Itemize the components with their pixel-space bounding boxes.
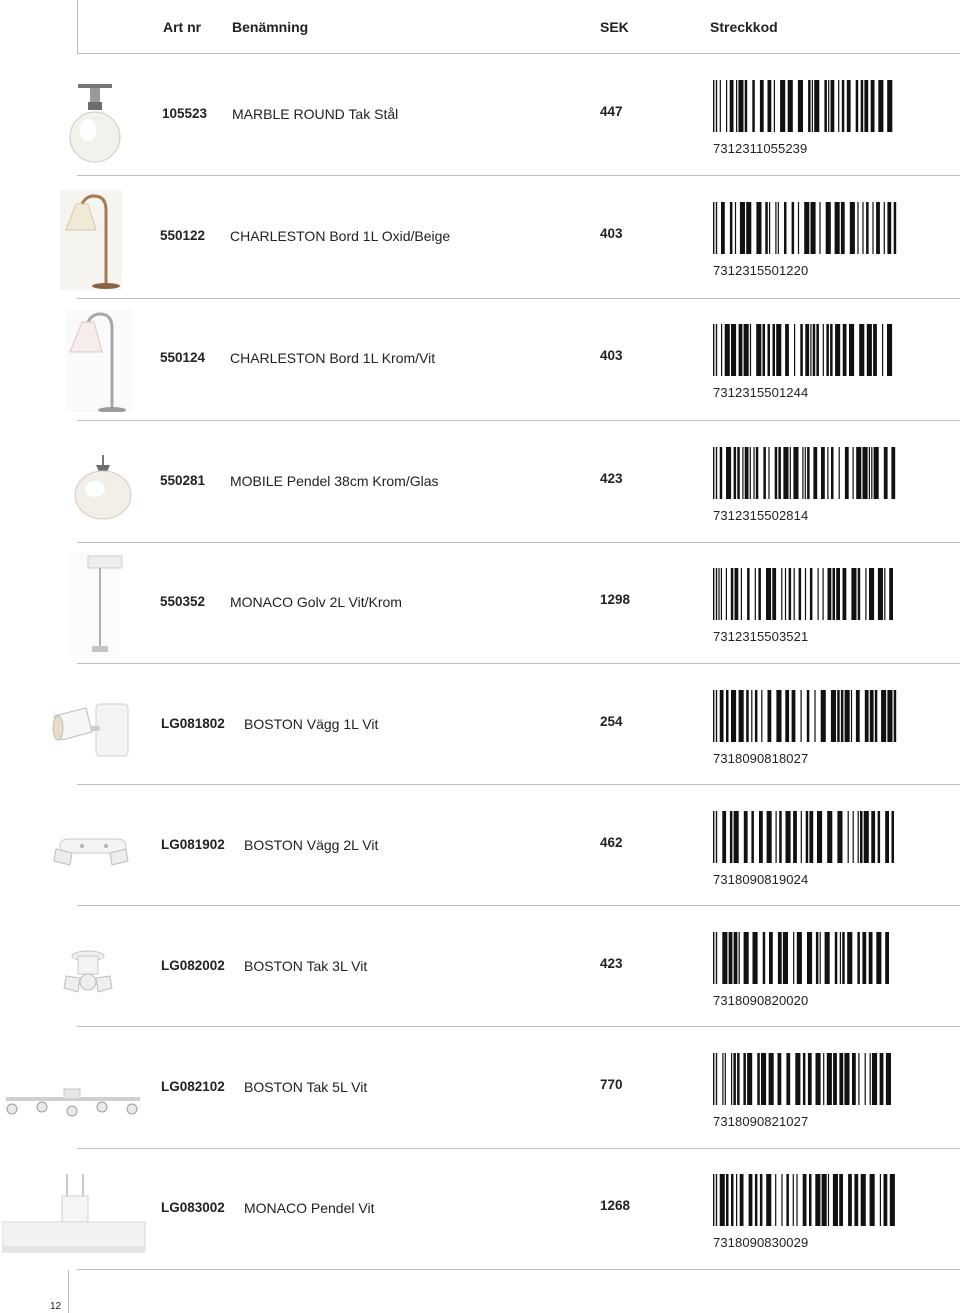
table-row [0,176,960,297]
ean-number: 7318090820020 [713,993,809,1008]
barcode [713,1174,897,1226]
art-nr: 105523 [162,106,208,121]
product-name: MARBLE ROUND Tak Stål [232,106,399,122]
barcode [713,80,897,132]
price: 403 [600,226,623,241]
product-name: CHARLESTON Bord 1L Oxid/Beige [230,228,451,244]
row-divider [77,1269,960,1270]
price: 423 [600,471,623,486]
col-header-streckkod: Streckkod [710,19,778,35]
barcode [713,811,897,863]
pendant-bulb-lamp-icon [2,60,147,168]
table-lamp-icon [2,182,147,290]
product-name: MONACO Golv 2L Vit/Krom [230,594,402,610]
product-name: BOSTON Tak 3L Vit [244,958,368,974]
track-spotlight-5-icon [2,1033,147,1141]
ean-number: 7312315501220 [713,263,809,278]
art-nr: LG082102 [161,1079,225,1094]
globe-pendant-icon [2,427,147,535]
floor-lamp-icon [2,548,147,656]
art-nr: 550352 [160,594,206,609]
page-number: 12 [50,1301,62,1312]
barcode [713,202,897,254]
price: 447 [600,104,623,119]
product-name: CHARLESTON Bord 1L Krom/Vit [230,350,436,366]
table-row [0,542,960,663]
art-nr: 550281 [160,473,206,488]
table-row [0,906,960,1027]
art-nr: LG083002 [161,1200,225,1215]
ean-number: 7318090830029 [713,1235,809,1250]
barcode [713,1053,897,1105]
ean-number: 7318090819024 [713,872,809,887]
ean-number: 7312315501244 [713,385,809,400]
price: 462 [600,835,623,850]
art-nr: 550124 [160,350,206,365]
art-nr: LG081802 [161,716,225,731]
product-name: BOSTON Vägg 1L Vit [244,716,379,732]
ean-number: 7312315503521 [713,629,809,644]
price: 1298 [600,592,631,607]
price: 423 [600,956,623,971]
table-row [0,664,960,785]
barcode [713,324,897,376]
col-header-sek: SEK [600,19,629,35]
table-row [0,785,960,906]
ceiling-spotlight-3-icon [2,912,147,1020]
wall-spotlight-2-icon [2,791,147,899]
art-nr: 550122 [160,228,206,243]
price: 1268 [600,1198,631,1213]
table-lamp-icon [2,304,147,412]
rectangular-pendant-icon [2,1154,147,1262]
table-row [0,1148,960,1269]
price: 254 [600,714,623,729]
barcode [713,690,897,742]
barcode [713,932,897,984]
product-name: MOBILE Pendel 38cm Krom/Glas [230,473,439,489]
ean-number: 7312315502814 [713,508,809,523]
table-row [0,1027,960,1148]
price: 770 [600,1077,623,1092]
col-header-art-nr: Art nr [163,19,202,35]
ean-number: 7318090818027 [713,751,809,766]
table-row [0,421,960,542]
product-name: MONACO Pendel Vit [244,1200,375,1216]
table-left-rule [77,0,78,54]
col-header-benamning: Benämning [232,19,309,35]
table-row [0,54,960,175]
product-name: BOSTON Tak 5L Vit [244,1079,368,1095]
wall-spotlight-icon [2,670,147,778]
ean-number: 7312311055239 [713,141,808,156]
table-row [0,298,960,419]
barcode [713,447,897,499]
product-name: BOSTON Vägg 2L Vit [244,837,379,853]
ean-number: 7318090821027 [713,1114,809,1129]
price: 403 [600,348,623,363]
art-nr: LG081902 [161,837,225,852]
art-nr: LG082002 [161,958,225,973]
barcode [713,568,897,620]
